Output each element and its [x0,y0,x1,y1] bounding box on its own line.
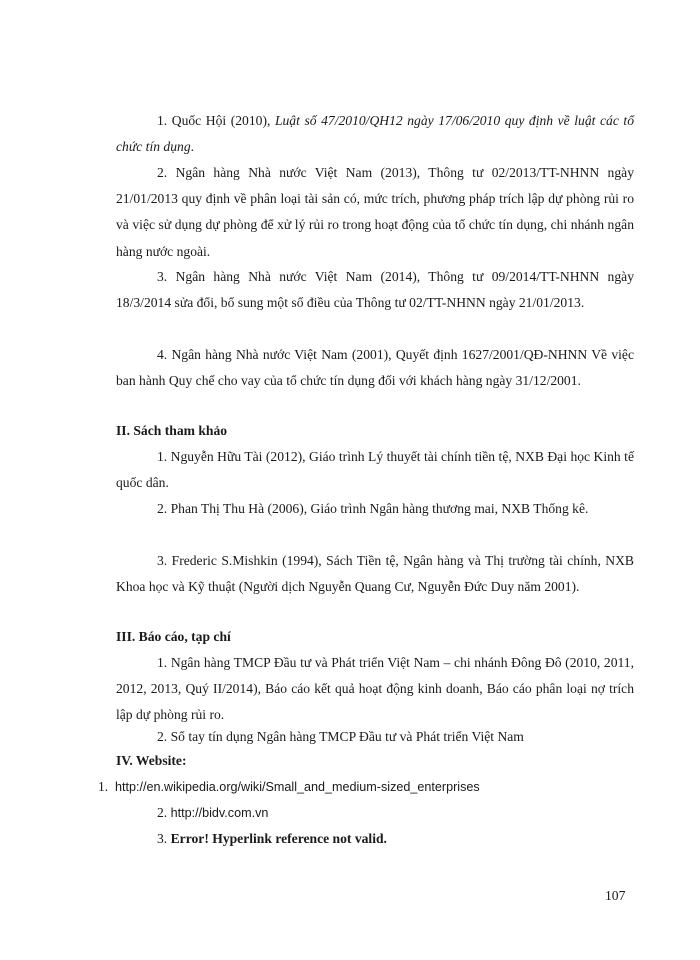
section-heading: IV. Website: [116,753,187,768]
reference-item: 2. Phan Thị Thu Hà (2006), Giáo trình Ngân hàng thương mai, NXB Thống kê. [157,501,589,516]
list-number: 3. [157,831,168,846]
website-link[interactable]: http://en.wikipedia.org/wiki/Small_and_medium-sized_enterprises [115,780,480,794]
reference-author: 1. Quốc Hội (2010), [157,113,275,128]
website-item [157,826,634,852]
section-heading: III. Báo cáo, tạp chí [116,629,231,644]
reference-item: 3. Ngân hàng Nhà nước Việt Nam (2014), Thông tư 09/2014/TT-NHNN ngày 18/3/2014 sửa đổi, bổ sung một số điều của Thông tư 02/TT-NHNN ngày 21/01/2013. [116,269,634,311]
reference-item: 1. Quốc Hội (2010), Luật số 47/2010/QH12 ngày 17/06/2010 quy định về luật các tổ chức tín dụng. [116,113,635,155]
reference-item: 1. Ngân hàng TMCP Đầu tư và Phát triển Việt Nam – chi nhánh Đông Đô (2010, 2011, 2012, 2013, Quý II/2014), Báo cáo kết quả hoạt động kinh doanh, Báo cáo phân loại nợ trích lập dự phòng rủi ro. [116,655,634,723]
hyperlink-error-text: Error! Hyperlink reference not valid. [170,831,387,846]
page-number: 107 [605,888,626,903]
website-item [98,774,638,800]
reference-item: 3. Frederic S.Mishkin (1994), Sách Tiền tệ, Ngân hàng và Thị trường tài chính, NXB Khoa học và Kỹ thuật (Người dịch Nguyễn Quang Cư, Nguyễn Đức Duy năm 2001). [116,553,634,595]
list-number: 2. [157,805,168,820]
website-item [157,800,634,826]
reference-item: 2. Sổ tay tín dụng Ngân hàng TMCP Đầu tư và Phát triển Việt Nam [157,729,524,744]
website-link[interactable]: http://bidv.com.vn [170,806,269,820]
list-number: 1. [98,779,109,794]
reference-item: 2. Ngân hàng Nhà nước Việt Nam (2013), Thông tư 02/2013/TT-NHNN ngày 21/01/2013 quy định về phân loại tài sản có, mức trích, phương pháp trích lập dự phòng rủi ro và việc sử dụng dự phòng để xử lý rủi ro trong hoạt động của tổ chức tín dụng, chi nhánh ngân hàng nước ngoài. [116,165,634,259]
reference-item: 1. Nguyễn Hữu Tài (2012), Giáo trình Lý thuyết tài chính tiền tệ, NXB Đại học Kinh tế quốc dân. [116,449,634,491]
section-heading: II. Sách tham khảo [116,423,228,438]
reference-title: Luật số 47/2010/QH12 ngày 17/06/2010 quy định về luật các tổ chức tín dụng [116,113,635,155]
reference-item: 4. Ngân hàng Nhà nước Việt Nam (2001), Quyết định 1627/2001/QĐ-NHNN Về việc ban hành Quy chế cho vay của tổ chức tín dụng đối với khách hàng ngày 31/12/2001. [116,347,634,389]
